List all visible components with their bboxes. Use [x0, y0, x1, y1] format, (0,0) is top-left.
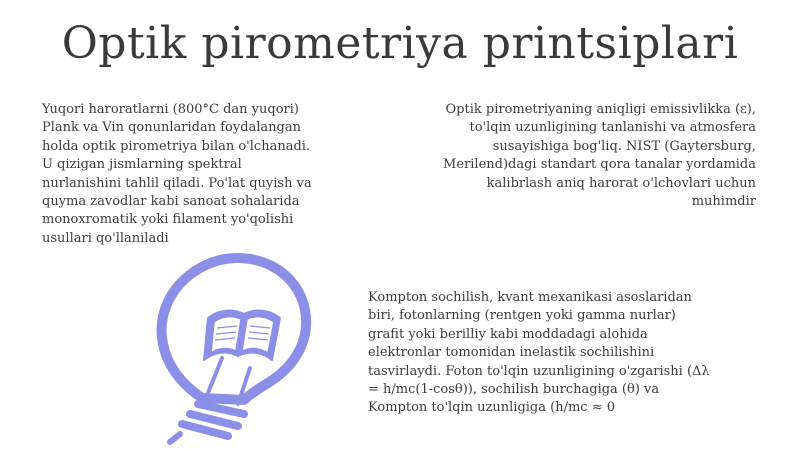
- text-line: Kompton to'lqin uzunligiga (h/mc ≈ 0: [368, 400, 615, 416]
- text-line: kalibrlash aniq harorat o'lchovlari uchun: [486, 175, 756, 191]
- text-line: monoxromatik yoki filament yo'qolishi: [42, 212, 294, 228]
- text-line: elektronlar tomonidan inelastik sochilishini: [368, 345, 655, 361]
- left-text-block: [42, 101, 312, 248]
- lightbulb-with-book-icon: [110, 248, 320, 448]
- text-line: nurlanishini tahlil qiladi. Po'lat quyish va: [42, 175, 312, 191]
- text-line: usullari qo'llaniladi: [42, 230, 169, 246]
- text-line: Optik pirometriyaning aniqligi emissivlikka (ε),: [445, 102, 756, 117]
- text-line: = h/mc(1-cosθ)), sochilish burchagiga (θ) va: [368, 382, 660, 398]
- text-line: tasvirlaydi. Foton to'lqin uzunligining o'zgarishi (Δλ: [368, 363, 710, 379]
- text-line: quyma zavodlar kabi sanoat sohalarida: [42, 194, 300, 210]
- text-line: Merilend)dagi standart qora tanalar yordamida: [443, 157, 756, 173]
- slide-title: Optik pirometriya printsiplari: [61, 18, 739, 69]
- right-text-block: [443, 101, 756, 211]
- text-line: biri, fotonlarning (rentgen yoki gamma nurlar): [368, 308, 676, 324]
- text-line: to'lqin uzunligining tanlanishi va atmosfera: [469, 120, 756, 136]
- filament-wire: [206, 358, 222, 398]
- text-line: susayishiga bog'liq. NIST (Gaytersburg,: [492, 138, 756, 154]
- text-line: grafit yoki berilliy kabi moddadagi alohida: [368, 326, 648, 342]
- text-line: Plank va Vin qonunlaridan foydalangan: [42, 120, 301, 136]
- text-line: Yuqori haroratlarni (800°C dan yuqori): [42, 102, 299, 117]
- bulb-tip: [170, 434, 180, 442]
- text-line: muhimdir: [691, 194, 756, 210]
- text-line: holda optik pirometriya bilan o'lchanadi.: [42, 138, 311, 154]
- text-line: Kompton sochilish, kvant mexanikasi asoslaridan: [368, 290, 692, 305]
- text-line: U qizigan jismlarning spektral: [42, 157, 242, 173]
- bottom-text-block: [368, 289, 710, 418]
- book-icon: [204, 311, 280, 360]
